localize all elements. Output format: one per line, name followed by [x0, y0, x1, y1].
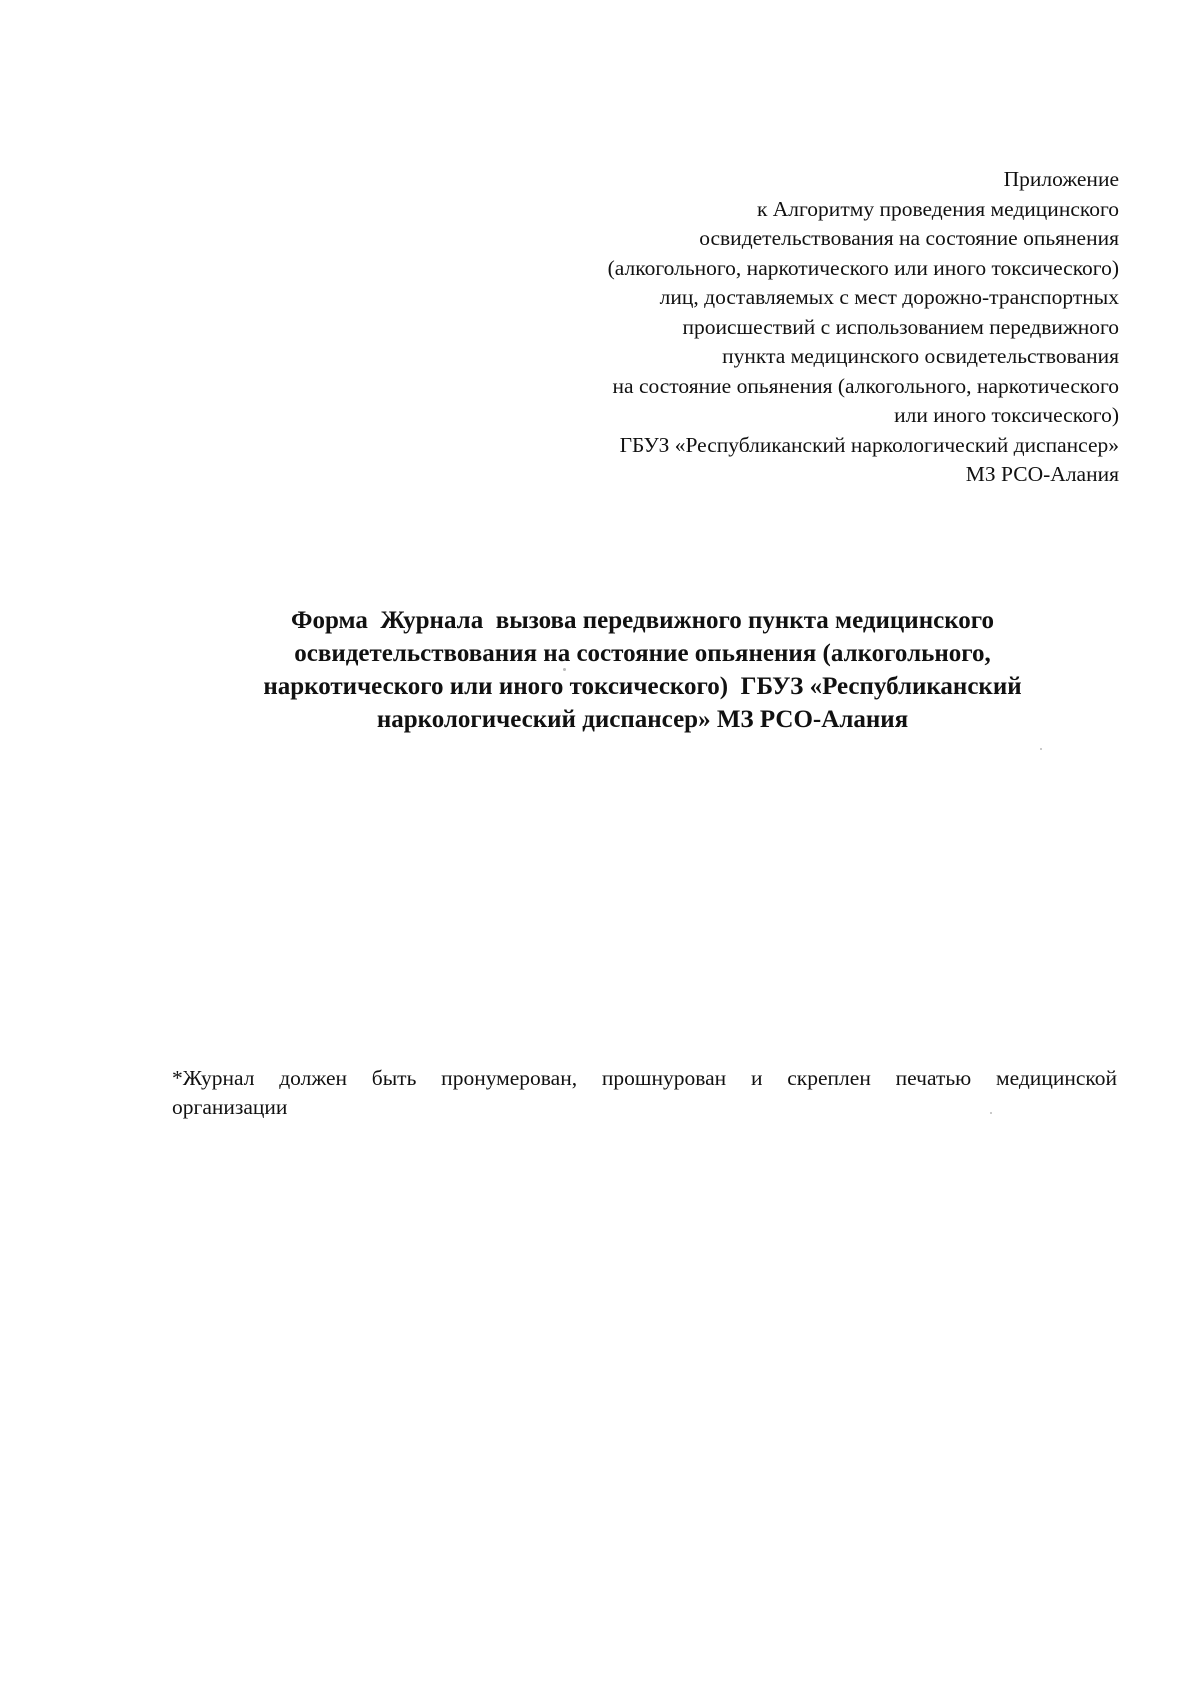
footnote — [172, 1064, 1117, 1122]
appendix-line: МЗ РСО-Алания — [965, 462, 1119, 486]
title-line: наркологический диспансер» МЗ РСО-Алания — [376, 706, 909, 733]
appendix-block — [499, 165, 1119, 490]
appendix-line: пункта медицинского освидетельствования — [722, 344, 1119, 368]
appendix-line: или иного токсического) — [894, 403, 1119, 427]
footnote-line-2: организации — [172, 1095, 288, 1119]
footnote-line-1: *Журнал должен быть пронумерован, прошнурован и скреплен печатью медицинской — [172, 1066, 1117, 1090]
scan-speck — [990, 1112, 992, 1114]
scan-speck — [1040, 748, 1042, 750]
appendix-line: лиц, доставляемых с мест дорожно-транспортных — [659, 285, 1119, 309]
title-line: Форма Журнала вызова передвижного пункта медицинского — [290, 607, 994, 634]
appendix-line: происшествий с использованием передвижного — [682, 314, 1119, 339]
title-line: освидетельствования на состояние опьянения (алкогольного, — [294, 640, 991, 667]
appendix-line: на состояние опьянения (алкогольного, наркотического — [612, 373, 1119, 398]
document-title — [170, 604, 1115, 736]
appendix-line: (алкогольного, наркотического или иного токсического) — [607, 255, 1119, 280]
appendix-line: Приложение — [1003, 167, 1119, 191]
appendix-line: освидетельствования на состояние опьянения — [699, 226, 1119, 250]
scan-speck — [563, 668, 566, 671]
appendix-line: ГБУЗ «Республиканский наркологический диспансер» — [619, 432, 1119, 457]
appendix-line: к Алгоритму проведения медицинского — [756, 196, 1119, 221]
title-line: наркотического или иного токсического) ГБУЗ «Республиканский — [263, 673, 1022, 700]
